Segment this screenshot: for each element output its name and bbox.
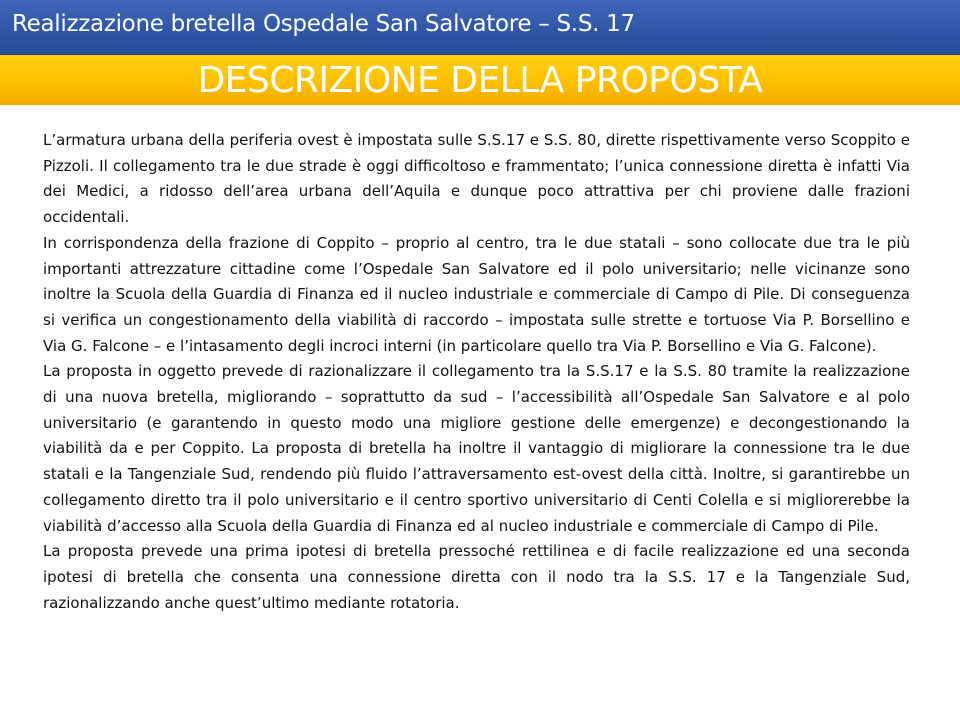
paragraph-4: La proposta prevede una prima ipotesi di bretella pressoché rettilinea e di facile realizzazione ed una seconda ipotesi di bretella che consenta una connessione diretta con il nodo tra la S.S. 17 e la Tangenziale Sud, razionalizzando anche quest’ultimo mediante rotatoria.	[43, 542, 910, 612]
paragraph-2: In corrispondenza della frazione di Coppito – proprio al centro, tra le due statali – sono collocate due tra le più importanti attrezzature cittadine come l’Ospedale San Salvatore ed il polo universitario; nelle vicinanze sono inoltre la Scuola della Guardia di Finanza ed il nucleo industriale e commerciale di Campo di Pile. Di conseguenza si verifica un congestionamento della viabilità di raccordo – impostata sulle strette e tortuose Via P. Borsellino e Via G. Falcone – e l’intasamento degli incroci interni (in particolare quello tra Via P. Borsellino e Via G. Falcone).	[43, 233, 910, 355]
section-bar	[0, 55, 960, 105]
paragraph-1: L’armatura urbana della periferia ovest è impostata sulle S.S.17 e S.S. 80, dirette rispettivamente verso Scoppito e Pizzoli. Il collegamento tra le due strade è oggi difficoltoso e frammentato; l’unica connessione diretta è infatti Via dei Medici, a ridosso dell’area urbana dell’Aquila e dunque poco attrattiva per chi proviene dalle frazioni occidentali.	[43, 131, 910, 227]
presentation-title: Realizzazione bretella Ospedale San Salvatore – S.S. 17	[12, 11, 635, 37]
body-text	[43, 128, 910, 616]
section-title: DESCRIZIONE DELLA PROPOSTA	[197, 60, 763, 101]
header-bar	[0, 0, 960, 55]
paragraph-3: La proposta in oggetto prevede di razionalizzare il collegamento tra la S.S.17 e la S.S. 80 tramite la realizzazione di una nuova bretella, migliorando – soprattutto da sud – l’accessibilità all’Ospedale San Salvatore e al polo universitario (e garantendo in questo modo una migliore gestione delle emergenze) e decongestionando la viabilità da e per Coppito. La proposta di bretella ha inoltre il vantaggio di migliorare la connessione tra le due statali e la Tangenziale Sud, rendendo più fluido l’attraversamento est-ovest della città. Inoltre, si garantirebbe un collegamento diretto tra il polo universitario e il centro sportivo universitario di Centi Colella e si migliorerebbe la viabilità d’accesso alla Scuola della Guardia di Finanza ed al nucleo industriale e commerciale di Campo di Pile.	[43, 362, 910, 535]
